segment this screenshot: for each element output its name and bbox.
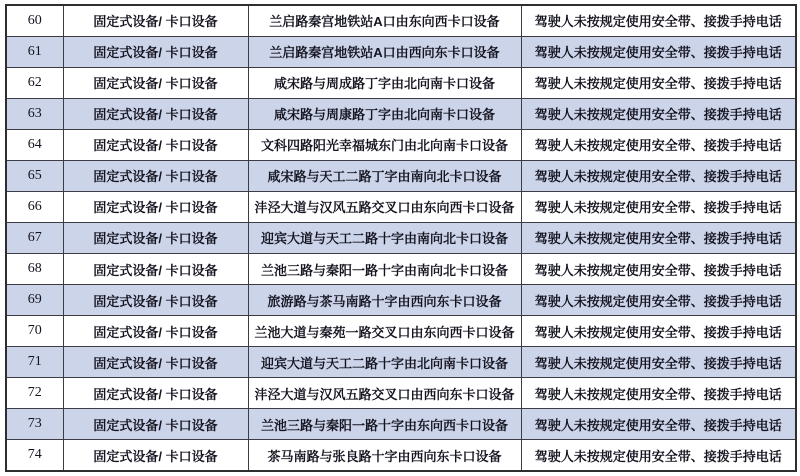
device-type-cell: 固定式设备/ 卡口设备	[63, 67, 248, 98]
row-number-cell: 60	[6, 5, 63, 36]
violation-cell: 驾驶人未按规定使用安全带、接拨手持电话	[521, 67, 796, 98]
table-row	[6, 98, 796, 129]
device-type-cell: 固定式设备/ 卡口设备	[63, 378, 248, 409]
device-type-cell: 固定式设备/ 卡口设备	[63, 160, 248, 191]
location-cell: 文科四路阳光幸福城东门由北向南卡口设备	[248, 129, 521, 160]
table-row	[6, 440, 796, 471]
device-type-cell: 固定式设备/ 卡口设备	[63, 5, 248, 36]
device-type-cell: 固定式设备/ 卡口设备	[63, 129, 248, 160]
row-number-cell: 74	[6, 440, 63, 471]
location-cell: 咸宋路与周成路丁字由北向南卡口设备	[248, 67, 521, 98]
table-row	[6, 285, 796, 316]
device-type-cell: 固定式设备/ 卡口设备	[63, 285, 248, 316]
device-type-cell: 固定式设备/ 卡口设备	[63, 254, 248, 285]
device-type-cell: 固定式设备/ 卡口设备	[63, 409, 248, 440]
location-cell: 旅游路与茶马南路十字由西向东卡口设备	[248, 285, 521, 316]
violation-cell: 驾驶人未按规定使用安全带、接拨手持电话	[521, 440, 796, 471]
table-row	[6, 254, 796, 285]
table-row	[6, 160, 796, 191]
violation-cell: 驾驶人未按规定使用安全带、接拨手持电话	[521, 191, 796, 222]
row-number-cell: 67	[6, 222, 63, 253]
violation-cell: 驾驶人未按规定使用安全带、接拨手持电话	[521, 254, 796, 285]
table-row	[6, 5, 796, 36]
location-cell: 兰启路秦宫地铁站A口由西向东卡口设备	[248, 36, 521, 67]
violation-cell: 驾驶人未按规定使用安全带、接拨手持电话	[521, 409, 796, 440]
location-cell: 兰池三路与秦阳一路十字由南向北卡口设备	[248, 254, 521, 285]
location-cell: 兰池三路与秦阳一路十字由东向西卡口设备	[248, 409, 521, 440]
table-row	[6, 67, 796, 98]
violation-cell: 驾驶人未按规定使用安全带、接拨手持电话	[521, 5, 796, 36]
location-cell: 兰池大道与秦苑一路交叉口由东向西卡口设备	[248, 316, 521, 347]
violation-cell: 驾驶人未按规定使用安全带、接拨手持电话	[521, 285, 796, 316]
device-type-cell: 固定式设备/ 卡口设备	[63, 316, 248, 347]
location-cell: 兰启路秦宫地铁站A口由东向西卡口设备	[248, 5, 521, 36]
table-row	[6, 316, 796, 347]
violation-cell: 驾驶人未按规定使用安全带、接拨手持电话	[521, 98, 796, 129]
device-type-cell: 固定式设备/ 卡口设备	[63, 98, 248, 129]
location-cell: 沣泾大道与汉风五路交叉口由东向西卡口设备	[248, 191, 521, 222]
violation-cell: 驾驶人未按规定使用安全带、接拨手持电话	[521, 378, 796, 409]
row-number-cell: 65	[6, 160, 63, 191]
row-number-cell: 66	[6, 191, 63, 222]
table-body	[6, 5, 796, 471]
violation-cell: 驾驶人未按规定使用安全带、接拨手持电话	[521, 316, 796, 347]
row-number-cell: 63	[6, 98, 63, 129]
location-cell: 迎宾大道与天工二路十字由北向南卡口设备	[248, 347, 521, 378]
location-cell: 茶马南路与张良路十字由西向东卡口设备	[248, 440, 521, 471]
device-type-cell: 固定式设备/ 卡口设备	[63, 191, 248, 222]
violation-cell: 驾驶人未按规定使用安全带、接拨手持电话	[521, 36, 796, 67]
row-number-cell: 64	[6, 129, 63, 160]
violation-cell: 驾驶人未按规定使用安全带、接拨手持电话	[521, 160, 796, 191]
table-row	[6, 129, 796, 160]
row-number-cell: 72	[6, 378, 63, 409]
row-number-cell: 73	[6, 409, 63, 440]
row-number-cell: 62	[6, 67, 63, 98]
row-number-cell: 68	[6, 254, 63, 285]
device-type-cell: 固定式设备/ 卡口设备	[63, 222, 248, 253]
table-row	[6, 222, 796, 253]
table-row	[6, 347, 796, 378]
table-row	[6, 36, 796, 67]
row-number-cell: 69	[6, 285, 63, 316]
violation-cell: 驾驶人未按规定使用安全带、接拨手持电话	[521, 347, 796, 378]
table-row	[6, 191, 796, 222]
device-type-cell: 固定式设备/ 卡口设备	[63, 440, 248, 471]
row-number-cell: 70	[6, 316, 63, 347]
location-cell: 沣泾大道与汉风五路交叉口由西向东卡口设备	[248, 378, 521, 409]
device-type-cell: 固定式设备/ 卡口设备	[63, 36, 248, 67]
location-cell: 咸宋路与天工二路丁字由南向北卡口设备	[248, 160, 521, 191]
row-number-cell: 71	[6, 347, 63, 378]
violation-cell: 驾驶人未按规定使用安全带、接拨手持电话	[521, 222, 796, 253]
table-row	[6, 409, 796, 440]
row-number-cell: 61	[6, 36, 63, 67]
violation-cell: 驾驶人未按规定使用安全带、接拨手持电话	[521, 129, 796, 160]
device-type-cell: 固定式设备/ 卡口设备	[63, 347, 248, 378]
location-cell: 咸宋路与周康路丁字由北向南卡口设备	[248, 98, 521, 129]
location-cell: 迎宾大道与天工二路十字由南向北卡口设备	[248, 222, 521, 253]
table-row	[6, 378, 796, 409]
checkpoint-device-table	[5, 4, 797, 472]
